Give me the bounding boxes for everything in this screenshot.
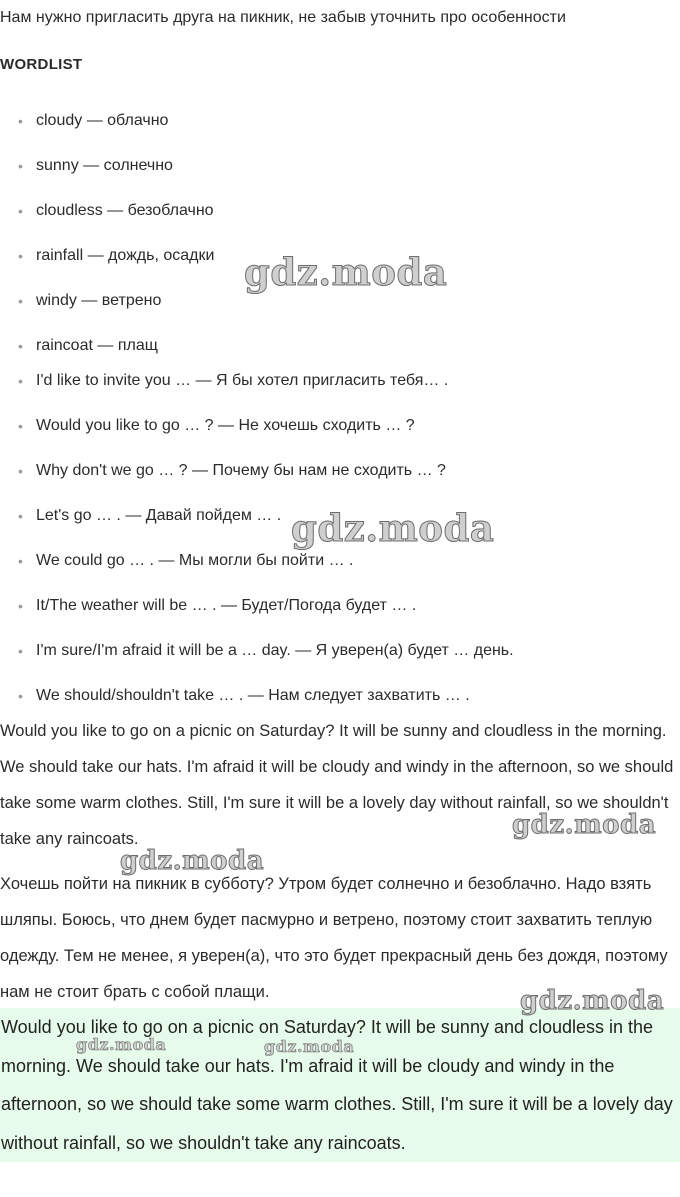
highlighted-answer-text: Would you like to go on a picnic on Saturday? It will be sunny and cloudless in the morning. We should take our hats. I'm afraid it will be cloudy and windy in the afternoon, so we should take some warm clothes. Still, I'm sure it will be a lovely day without rainfall, so we shouldn't take any raincoats. [1, 1017, 673, 1153]
list-item [18, 594, 416, 618]
bullet-icon: • [18, 248, 23, 264]
list-item-text: We should/shouldn't take … . — Нам следует захватить … . [36, 687, 470, 704]
list-item-text: We could go … . — Мы могли бы пойти … . [36, 552, 354, 569]
bullet-icon: • [18, 203, 23, 219]
list-item [18, 154, 173, 178]
list-item [18, 684, 470, 708]
list-item [18, 369, 448, 393]
bullet-icon: • [18, 293, 23, 309]
watermark-logo: gdz.moda [520, 986, 665, 1016]
watermark-logo: gdz.moda [512, 810, 657, 840]
wordlist-heading: WORDLIST [0, 56, 83, 73]
bullet-icon: • [18, 643, 23, 659]
bullet-icon: • [18, 463, 23, 479]
list-item [18, 504, 281, 528]
list-item-text: windy — ветрено [36, 292, 162, 309]
list-item-text: Let's go … . — Давай пойдем … . [36, 507, 282, 524]
list-item-text: I'd like to invite you … — Я бы хотел пригласить тебя… . [36, 372, 449, 389]
list-item [18, 199, 214, 223]
highlighted-answer [0, 1008, 680, 1162]
bullet-icon: • [18, 373, 23, 389]
list-item-text: rainfall — дождь, осадки [36, 247, 215, 264]
list-item-text: cloudy — облачно [36, 112, 169, 129]
bullet-icon: • [18, 553, 23, 569]
list-item [18, 244, 214, 268]
list-item-text: cloudless — безоблачно [36, 202, 214, 219]
watermark-logo: gdz.moda [264, 1037, 355, 1056]
bullet-icon: • [18, 113, 23, 129]
bullet-icon: • [18, 158, 23, 174]
list-item-text: sunny — солнечно [36, 157, 173, 174]
list-item [18, 414, 415, 438]
bullet-icon: • [18, 338, 23, 354]
list-item [18, 639, 514, 663]
list-item [18, 334, 158, 358]
russian-paragraph: Хочешь пойти на пикник в субботу? Утром будет солнечно и безоблачно. Надо взять шляпы. Боюсь, что днем будет пасмурно и ветрено, поэтому стоит захватить теплую одежду. Тем не менее, я уверен(а), что это будет прекрасный день без дождя, поэтому нам не стоит брать с собой плащи. [0, 875, 668, 1001]
watermark-logo: gdz.moda [120, 846, 265, 876]
intro-text: Нам нужно пригласить друга на пикник, не забыв уточнить про особенности [0, 9, 566, 26]
english-paragraph: Would you like to go on a picnic on Saturday? It will be sunny and cloudless in the morning. We should take our hats. I'm afraid it will be cloudy and windy in the afternoon, so we should take some warm clothes. Still, I'm sure it will be a lovely day without rainfall, so we shouldn't take any raincoats. [0, 722, 674, 848]
bullet-icon: • [18, 418, 23, 434]
watermark-logo: gdz.moda [291, 506, 495, 550]
list-item-text: I'm sure/I'm afraid it will be a … day. — Я уверен(а) будет … день. [36, 642, 514, 659]
watermark-logo: gdz.moda [76, 1035, 167, 1054]
bullet-icon: • [18, 598, 23, 614]
list-item [18, 109, 168, 133]
list-item [18, 549, 353, 573]
list-item-text: Would you like to go … ? — Не хочешь сходить … ? [36, 417, 415, 434]
bullet-icon: • [18, 508, 23, 524]
list-item [18, 289, 161, 313]
list-item-text: It/The weather will be … . — Будет/Погода будет … . [36, 597, 417, 614]
list-item-text: Why don't we go … ? — Почему бы нам не сходить … ? [36, 462, 446, 479]
list-item-text: raincoat — плащ [36, 337, 158, 354]
bullet-icon: • [18, 688, 23, 704]
list-item [18, 459, 446, 483]
watermark-logo: gdz.moda [244, 250, 448, 294]
